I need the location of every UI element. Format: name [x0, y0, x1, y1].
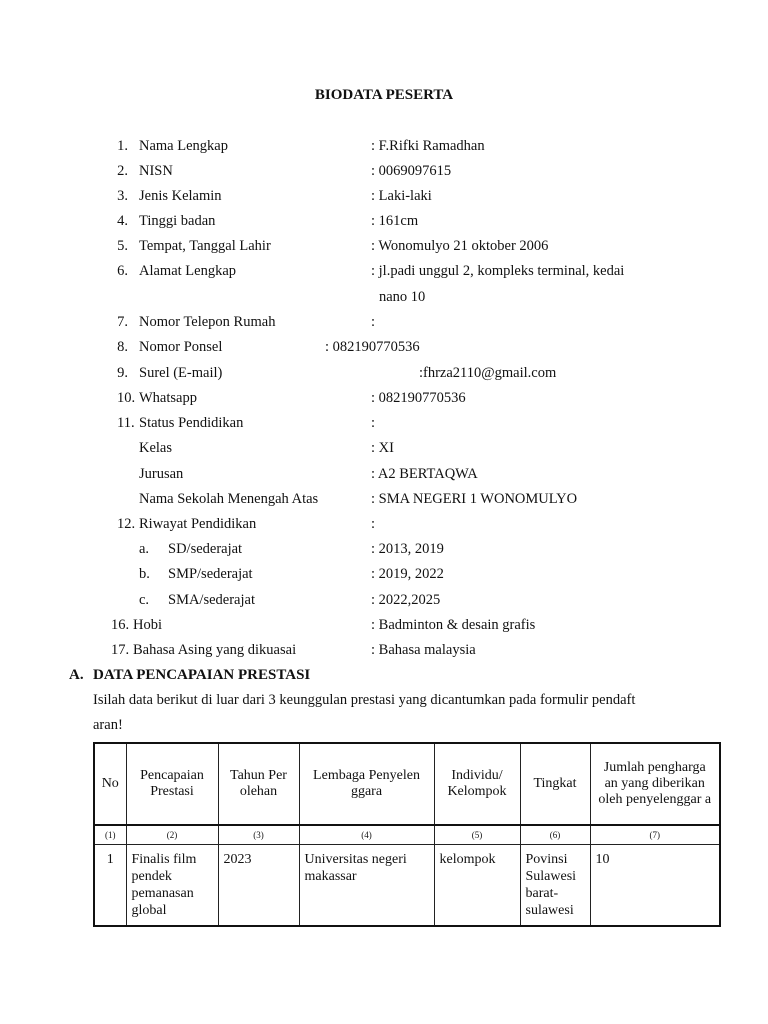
item-number: 7. — [117, 314, 128, 330]
column-header: No — [94, 743, 126, 825]
item-value-continuation: nano 10 — [379, 289, 426, 305]
column-header: Individu/ Kelompok — [434, 743, 520, 825]
item-number: 6. — [117, 263, 128, 279]
item-value: : XI — [371, 440, 394, 456]
item-value: : 082190770536 — [371, 390, 466, 406]
table-row — [94, 845, 720, 927]
item-number: 4. — [117, 213, 128, 229]
table-cell: Universitas negeri makassar — [299, 845, 434, 927]
sub-item-letter: c. — [139, 592, 150, 608]
sub-item-letter: a. — [139, 541, 150, 557]
item-value: : A2 BERTAQWA — [371, 466, 478, 482]
item-label: Alamat Lengkap — [139, 263, 237, 279]
item-number: 1. — [117, 138, 128, 154]
column-header: Pencapaian Prestasi — [126, 743, 218, 825]
column-index: (2) — [126, 825, 218, 845]
table-cell: 1 — [94, 845, 126, 927]
item-value: : 2022,2025 — [371, 592, 441, 608]
table-index-row — [94, 825, 720, 845]
item-number: 11. — [117, 415, 135, 431]
item-label: SMP/sederajat — [168, 566, 253, 582]
item-value: : — [371, 516, 376, 532]
item-value: : 161cm — [371, 213, 419, 229]
column-header: Tingkat — [520, 743, 590, 825]
item-label: Jurusan — [139, 466, 184, 482]
item-label: Surel (E-mail) — [139, 365, 223, 381]
item-number: 12. — [117, 516, 136, 532]
item-label: Bahasa Asing yang dikuasai — [133, 642, 297, 658]
table-cell: Povinsi Sulawesi barat-sulawesi — [520, 845, 590, 927]
table-header-row — [94, 743, 720, 825]
column-header: Tahun Per olehan — [218, 743, 299, 825]
item-value: : — [371, 415, 376, 431]
item-number: 16. — [111, 617, 130, 633]
item-value: : Laki-laki — [371, 188, 432, 204]
column-index: (7) — [590, 825, 720, 845]
section-instruction-continuation: aran! — [93, 717, 123, 733]
item-number: 2. — [117, 163, 128, 179]
item-number: 9. — [117, 365, 128, 381]
item-value: : jl.padi unggul 2, kompleks terminal, kedai — [371, 263, 625, 279]
achievement-table — [93, 742, 721, 927]
item-value: : SMA NEGERI 1 WONOMULYO — [371, 491, 578, 507]
table-cell: 2023 — [218, 845, 299, 927]
item-value: : F.Rifki Ramadhan — [371, 138, 485, 154]
item-value: : 2013, 2019 — [371, 541, 444, 557]
item-number: 17. — [111, 642, 130, 658]
item-label: Riwayat Pendidikan — [139, 516, 257, 532]
item-label: Hobi — [133, 617, 162, 633]
section-heading: DATA PENCAPAIAN PRESTASI — [93, 667, 311, 683]
page-title: BIODATA PESERTA — [314, 87, 454, 103]
item-number: 10. — [117, 390, 136, 406]
item-label: Whatsapp — [139, 390, 197, 406]
item-value: : Bahasa malaysia — [371, 642, 476, 658]
item-label: SMA/sederajat — [168, 592, 255, 608]
column-index: (5) — [434, 825, 520, 845]
table-cell: Finalis film pendek pemanasan global — [126, 845, 218, 927]
column-header: Lembaga Penyelen ggara — [299, 743, 434, 825]
item-label: Nomor Ponsel — [139, 339, 223, 355]
sub-item-letter: b. — [139, 566, 150, 582]
table-cell: 10 — [590, 845, 720, 927]
item-label: SD/sederajat — [168, 541, 243, 557]
item-value: : Wonomulyo 21 oktober 2006 — [371, 238, 549, 254]
item-label: Nama Sekolah Menengah Atas — [139, 491, 319, 507]
item-value: : 082190770536 — [325, 339, 420, 355]
column-index: (3) — [218, 825, 299, 845]
item-label: NISN — [139, 163, 173, 179]
item-label: Jenis Kelamin — [139, 188, 222, 204]
item-label: Nama Lengkap — [139, 138, 228, 154]
item-value: : Badminton & desain grafis — [371, 617, 536, 633]
item-label: Kelas — [139, 440, 173, 456]
item-value: : 0069097615 — [371, 163, 452, 179]
column-header: Jumlah pengharga an yang diberikan oleh penyelenggar a — [590, 743, 720, 825]
table-cell: kelompok — [434, 845, 520, 927]
column-index: (4) — [299, 825, 434, 845]
section-letter: A. — [69, 667, 84, 683]
section-instruction: Isilah data berikut di luar dari 3 keunggulan prestasi yang dicantumkan pada formulir pendaft — [93, 692, 636, 708]
item-label: Tinggi badan — [139, 213, 216, 229]
item-value: : — [371, 314, 376, 330]
item-number: 5. — [117, 238, 128, 254]
column-index: (6) — [520, 825, 590, 845]
item-value: :fhrza2110@gmail.com — [419, 365, 557, 381]
item-value: : 2019, 2022 — [371, 566, 444, 582]
item-label: Status Pendidikan — [139, 415, 244, 431]
item-number: 8. — [117, 339, 128, 355]
item-label: Tempat, Tanggal Lahir — [139, 238, 271, 254]
item-label: Nomor Telepon Rumah — [139, 314, 276, 330]
item-number: 3. — [117, 188, 128, 204]
column-index: (1) — [94, 825, 126, 845]
